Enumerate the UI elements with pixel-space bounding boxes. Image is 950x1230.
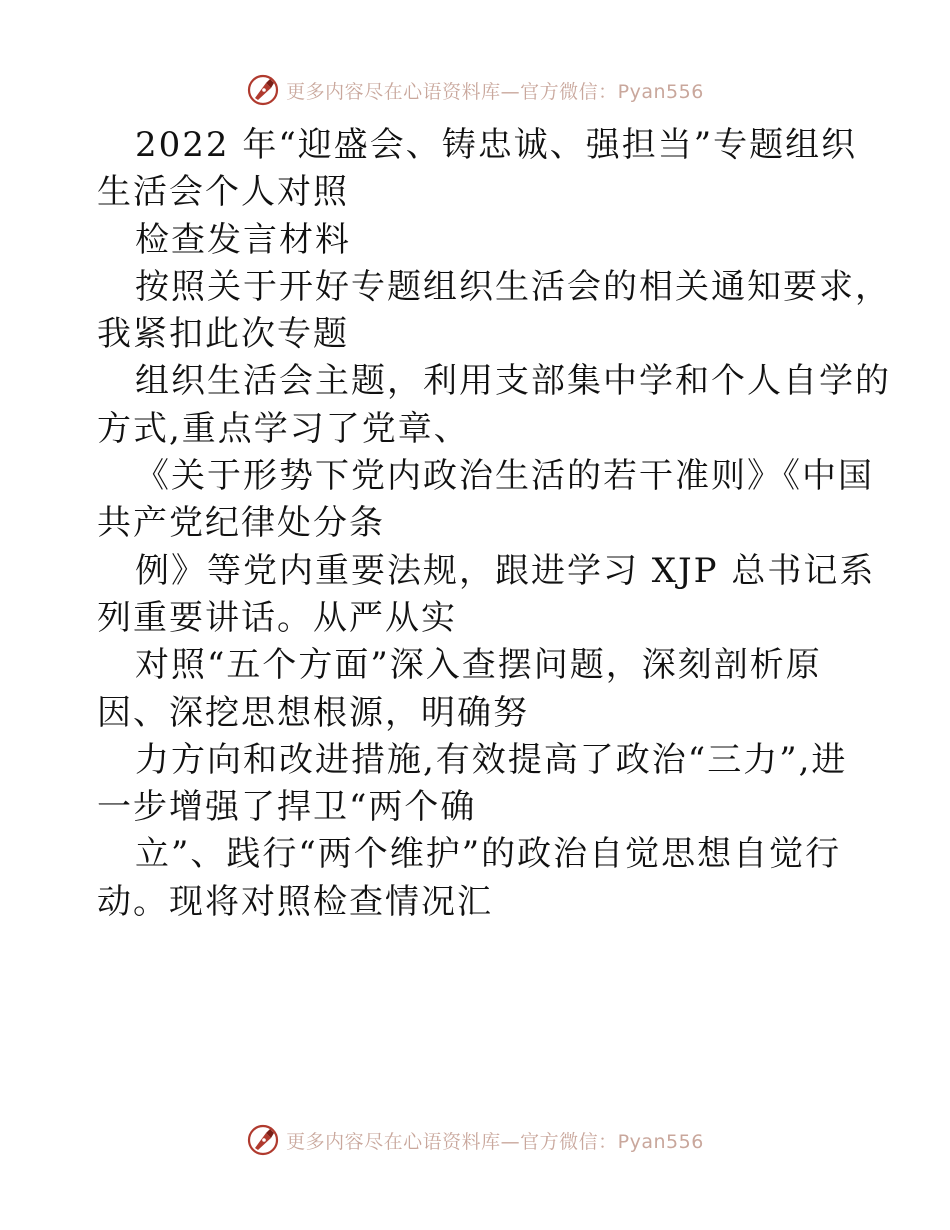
document-line: 因、深挖思想根源，明确努: [97, 692, 529, 733]
header-banner-text: 更多内容尽在心语资料库—官方微信：Pyan556: [286, 80, 704, 103]
document-line: 立”、践行“两个维护”的政治自觉思想自觉行: [135, 834, 842, 875]
document-line: 《关于形势下党内政治生活的若干准则》《中国: [135, 456, 874, 497]
pen-nib-logo-icon: [246, 1123, 280, 1157]
document-line: 力方向和改进措施,有效提高了政治“三力”,进: [135, 739, 848, 780]
header-banner: [0, 70, 950, 110]
document-line: 对照“五个方面”深入查摆问题，深刻剖析原: [135, 645, 822, 686]
document-line: 一步增强了捍卫“两个确: [97, 787, 477, 828]
header-banner-content: [246, 73, 704, 107]
footer-banner-text: 更多内容尽在心语资料库—官方微信：Pyan556: [286, 1130, 704, 1153]
footer-banner: [0, 1120, 950, 1160]
pen-nib-logo-icon: [246, 73, 280, 107]
document-line: 按照关于开好专题组织生活会的相关通知要求，: [135, 266, 891, 307]
document-line: 共产党纪律处分条: [97, 503, 385, 544]
document-line: 方式,重点学习了党章、: [97, 408, 470, 449]
document-line: 动。现将对照检查情况汇: [97, 881, 493, 922]
document-line: 我紧扣此次专题: [97, 314, 349, 355]
document-line: 组织生活会主题，利用支部集中学和个人自学的: [135, 361, 891, 402]
document-body: [97, 122, 891, 926]
document-line: 生活会个人对照: [97, 172, 349, 213]
document-line: 检查发言材料: [135, 219, 351, 260]
document-line: 2022 年“迎盛会、铸忠诚、强担当”专题组织: [135, 125, 858, 165]
document-line: 列重要讲话。从严从实: [97, 597, 457, 638]
footer-banner-content: [246, 1123, 704, 1157]
document-line: 例》等党内重要法规，跟进学习 XJP 总书记系: [135, 550, 876, 591]
